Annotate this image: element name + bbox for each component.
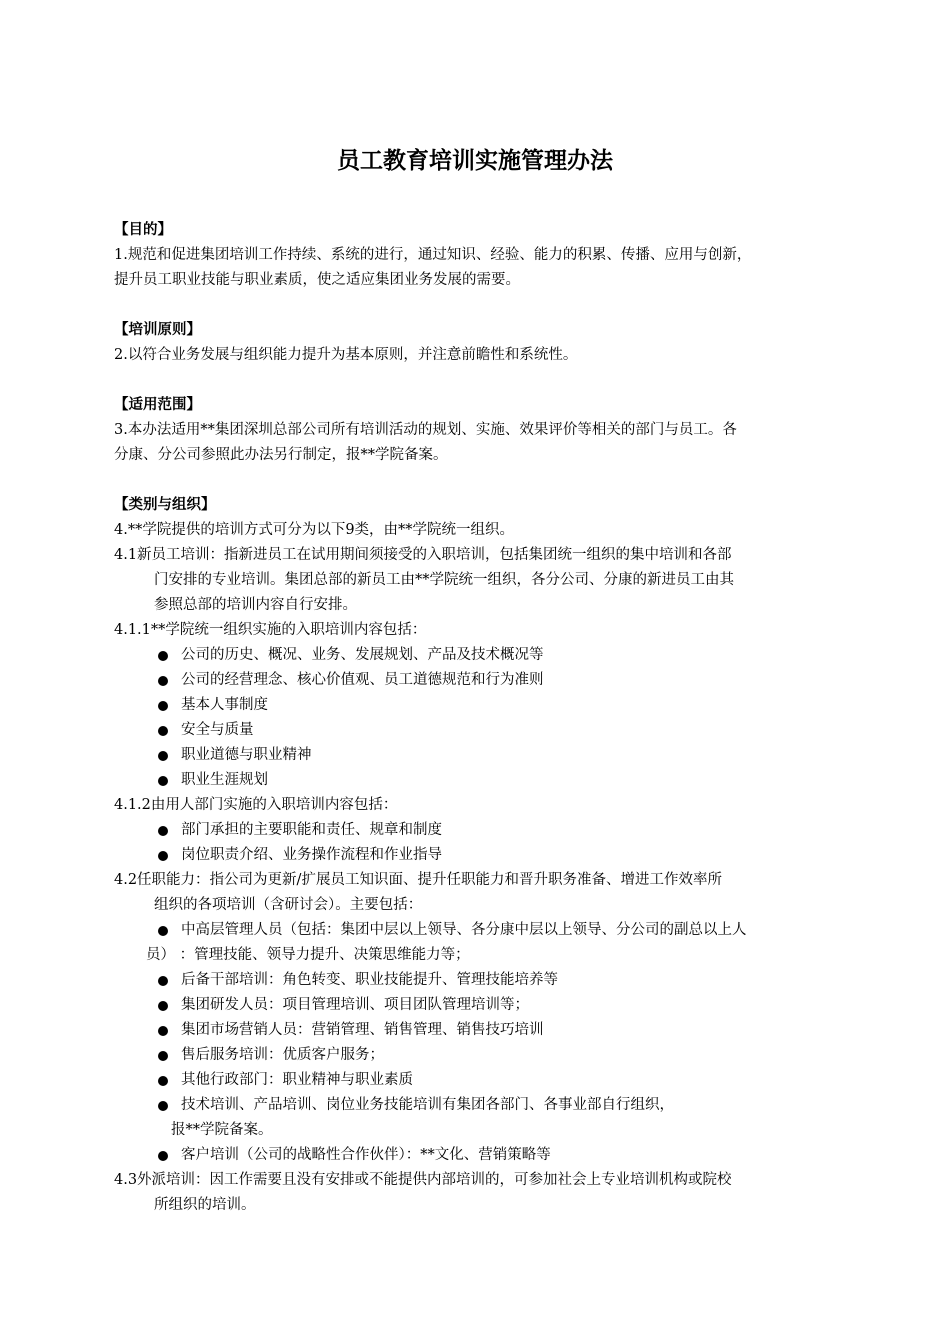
bullet-dot-icon [158, 976, 168, 986]
list-item: 后备干部培训：角色转变、职业技能提升、管理技能培养等 [114, 968, 852, 993]
paragraph-4-3-line-1: 4.3外派培训：因工作需要且没有安排或不能提供内部培训的，可参加社会上专业培训机构或院校 [114, 1172, 732, 1188]
list-item: 售后服务培训：优质客户服务； [114, 1043, 852, 1068]
spacer [114, 468, 852, 493]
list-item: 中高层管理人员（包括：集团中层以上领导、各分康中层以上领导、分公司的副总以上人 员） ：管理技能、领导力提升、决策思维能力等； [146, 922, 747, 963]
section-heading-principle: 【培训原则】 [114, 322, 201, 338]
section-heading-purpose: 【目的】 [114, 222, 172, 238]
bullet-dot-icon [158, 851, 168, 861]
paragraph-4-1-line-1: 4.1新员工培训：指新进员工在试用期间须接受的入职培训，包括集团统一组织的集中培训和各部 [114, 547, 732, 563]
bullet-list-4-1-2 [114, 818, 852, 868]
document-body [114, 218, 852, 1218]
list-item: 安全与质量 [114, 718, 852, 743]
bullet-dot-icon [158, 1076, 168, 1086]
bullet-list-4-2 [114, 918, 852, 1168]
bullet-list-4-1-1 [114, 643, 852, 793]
bullet-dot-icon [158, 1026, 168, 1036]
list-item: 部门承担的主要职能和责任、规章和制度 [114, 818, 852, 843]
list-item: 集团研发人员：项目管理培训、项目团队管理培训等； [114, 993, 852, 1018]
bullet-dot-icon [158, 826, 168, 836]
paragraph-3-line-1: 3.本办法适用**集团深圳总部公司所有培训活动的规划、实施、效果评价等相关的部门与员工。各 [114, 422, 737, 438]
bullet-dot-icon [158, 1001, 168, 1011]
paragraph-4-2-line-2: 组织的各项培训（含研讨会）。主要包括： [154, 897, 423, 913]
paragraph-1-line-1: 1.规范和促进集团培训工作持续、系统的进行，通过知识、经验、能力的积累、传播、应用与创新， [114, 247, 752, 263]
list-item: 职业道德与职业精神 [114, 743, 852, 768]
spacer [114, 293, 852, 318]
bullet-dot-icon [158, 726, 168, 736]
paragraph-4-1-line-2: 门安排的专业培训。集团总部的新员工由**学院统一组织，各分公司、分康的新进员工由其 [154, 572, 734, 588]
paragraph-4-3-line-2: 所组织的培训。 [154, 1197, 256, 1213]
paragraph-3-line-2: 分康、分公司参照此办法另行制定，报**学院备案。 [114, 447, 448, 463]
bullet-dot-icon [158, 1101, 168, 1111]
paragraph-4-2-line-1: 4.2任职能力：指公司为更新/扩展员工知识面、提升任职能力和晋升职务准备、增进工作效率所 [114, 872, 722, 888]
list-item: 基本人事制度 [114, 693, 852, 718]
bullet-dot-icon [158, 926, 168, 936]
list-item: 客户培训（公司的战略性合作伙伴）：**文化、营销策略等 [114, 1143, 852, 1168]
paragraph-4-1-2: 4.1.2由用人部门实施的入职培训内容包括： [114, 797, 398, 813]
paragraph-1-line-2: 提升员工职业技能与职业素质，使之适应集团业务发展的需要。 [114, 272, 520, 288]
list-item: 其他行政部门：职业精神与职业素质 [114, 1068, 852, 1093]
list-item: 集团市场营销人员：营销管理、销售管理、销售技巧培训 [114, 1018, 852, 1043]
list-item: 岗位职责介绍、业务操作流程和作业指导 [114, 843, 852, 868]
paragraph-2: 2.以符合业务发展与组织能力提升为基本原则，并注意前瞻性和系统性。 [114, 347, 578, 363]
page-title: 员工教育培训实施管理办法 [337, 148, 613, 174]
spacer [114, 368, 852, 393]
bullet-dot-icon [158, 651, 168, 661]
paragraph-4: 4.**学院提供的培训方式可分为以下9类，由**学院统一组织。 [114, 522, 515, 538]
section-heading-category: 【类别与组织】 [114, 497, 216, 513]
list-item: 职业生涯规划 [114, 768, 852, 793]
paragraph-4-1-line-3: 参照总部的培训内容自行安排。 [154, 597, 357, 613]
list-item: 公司的历史、概况、业务、发展规划、产品及技术概况等 [114, 643, 852, 668]
list-item: 公司的经营理念、核心价值观、员工道德规范和行为准则 [114, 668, 852, 693]
paragraph-4-1-1: 4.1.1**学院统一组织实施的入职培训内容包括： [114, 622, 427, 638]
bullet-dot-icon [158, 776, 168, 786]
bullet-dot-icon [158, 1151, 168, 1161]
list-item: 技术培训、产品培训、岗位业务技能培训有集团各部门、各事业部自行组织， 报**学院备案。 [114, 1093, 852, 1143]
bullet-dot-icon [158, 751, 168, 761]
section-heading-scope: 【适用范围】 [114, 397, 201, 413]
bullet-dot-icon [158, 676, 168, 686]
bullet-dot-icon [158, 701, 168, 711]
bullet-dot-icon [158, 1051, 168, 1061]
